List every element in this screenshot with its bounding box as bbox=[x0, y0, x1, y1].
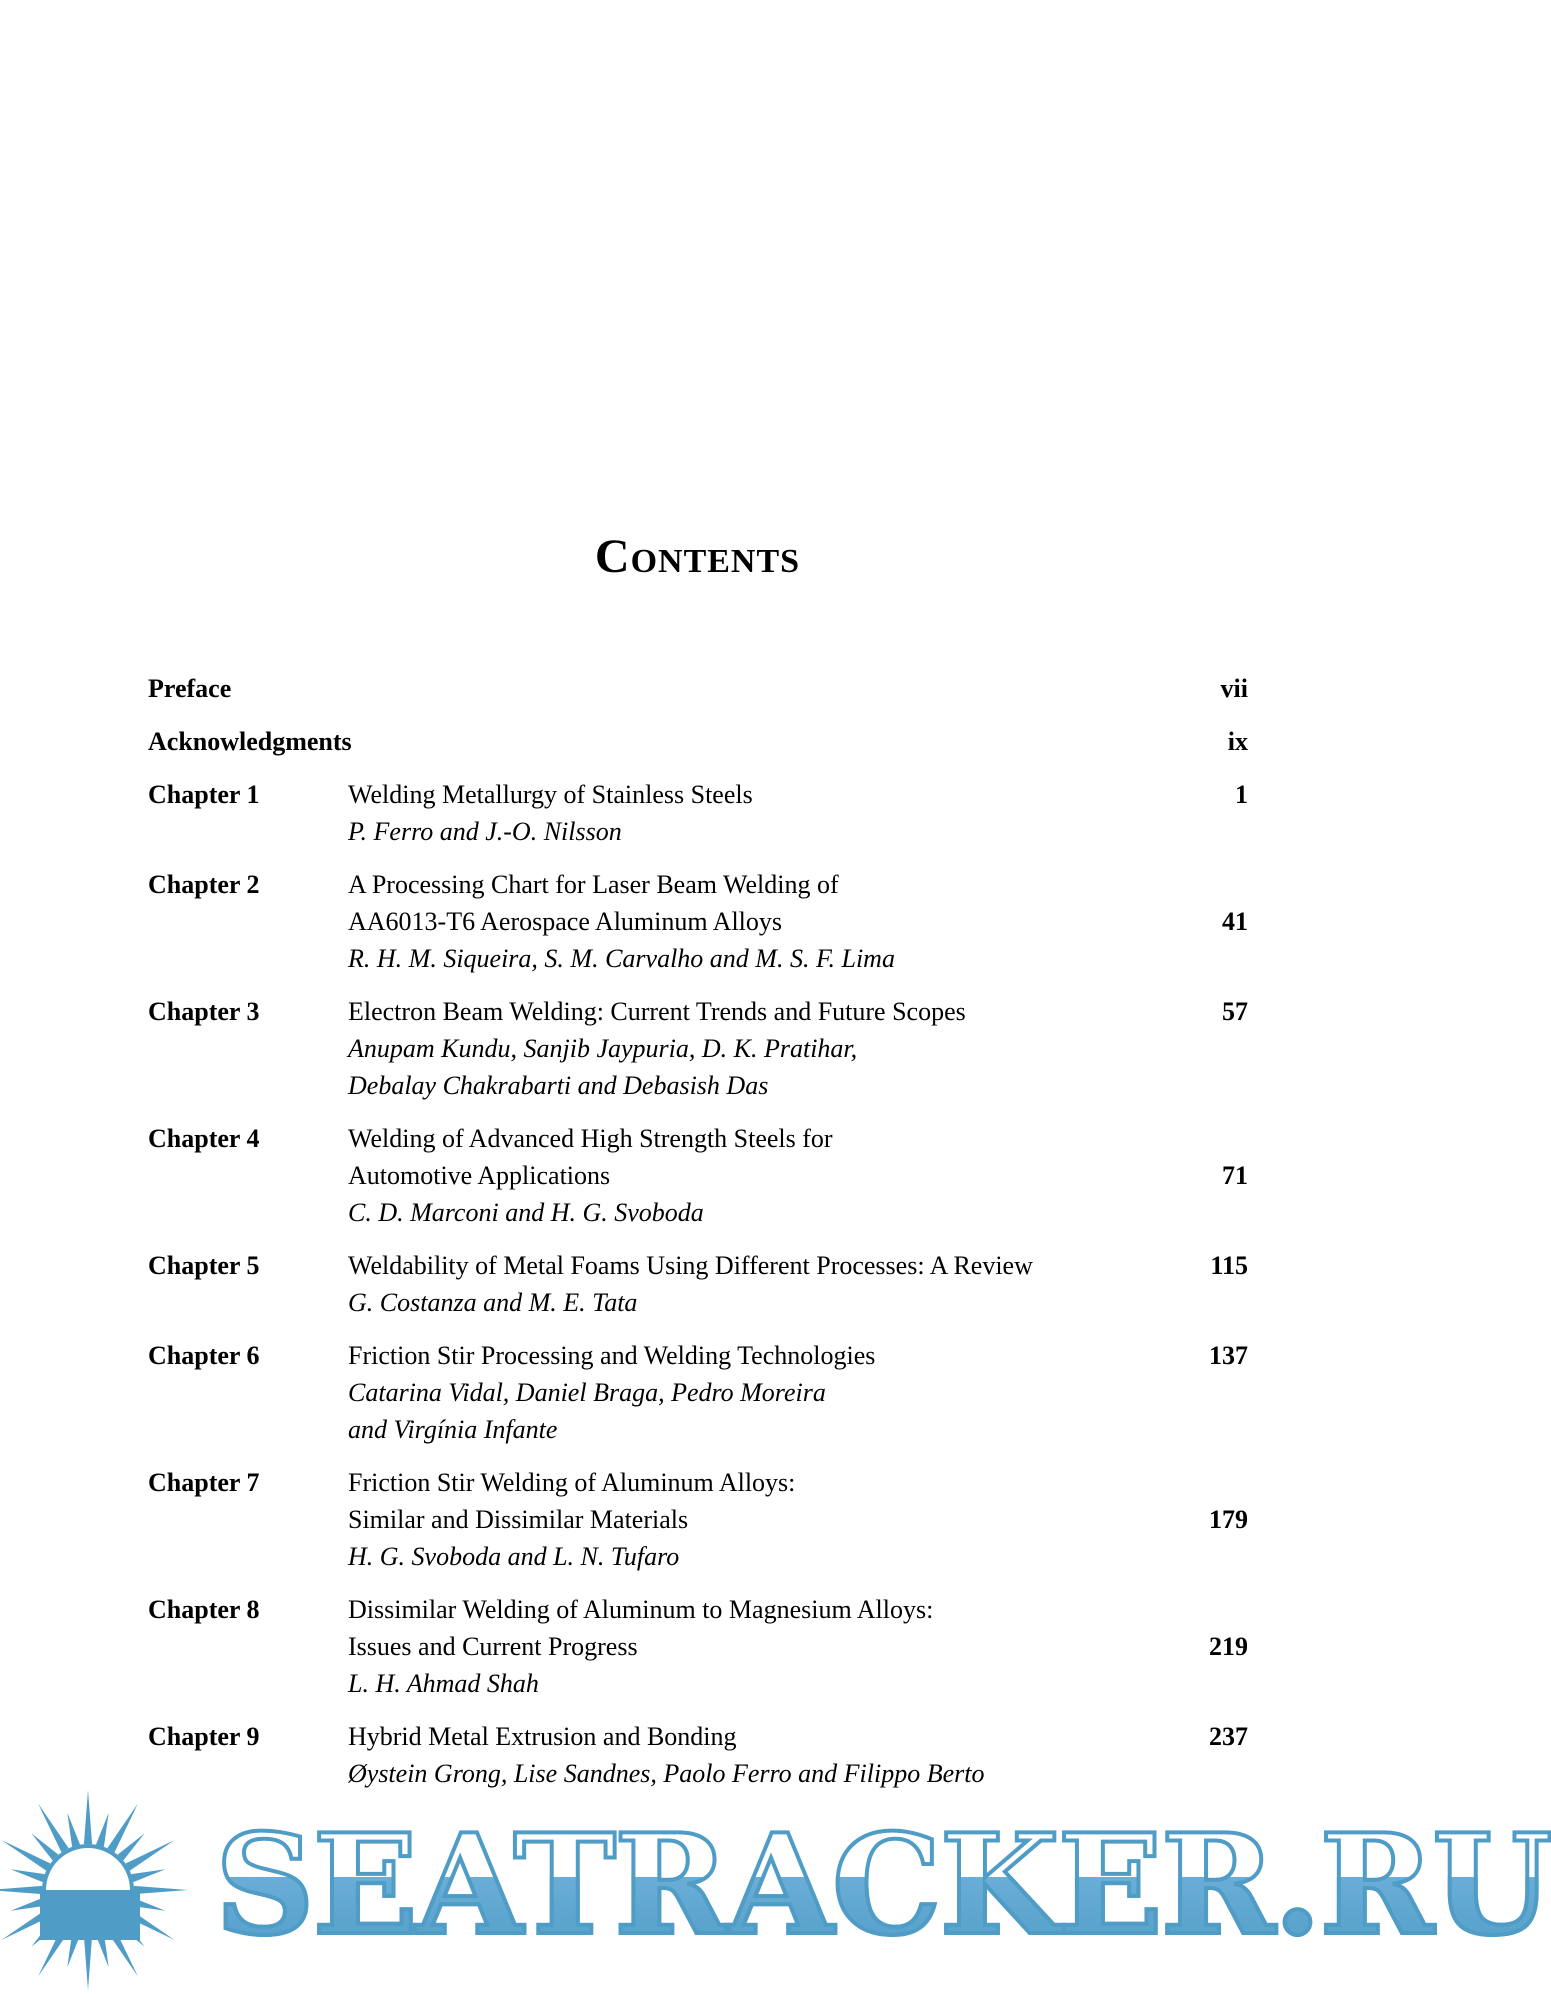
sun-ray bbox=[84, 1936, 92, 1990]
chapter-authors-line: R. H. M. Siqueira, S. M. Carvalho and M. S. F. Lima bbox=[348, 944, 895, 973]
chapter-authors-line: L. H. Ahmad Shah bbox=[348, 1669, 539, 1698]
chapter-title-line: A Processing Chart for Laser Beam Welding of bbox=[348, 870, 839, 899]
chapter-label: Chapter 1 bbox=[148, 780, 260, 809]
chapter-label: Chapter 8 bbox=[148, 1595, 260, 1624]
chapter-authors-line: Øystein Grong, Lise Sandnes, Paolo Ferro and Filippo Berto bbox=[348, 1759, 985, 1788]
chapter-list bbox=[148, 776, 1248, 1792]
front-matter bbox=[148, 670, 1248, 760]
toc-page-number: 1 bbox=[1235, 780, 1248, 809]
sun-ray bbox=[11, 1869, 45, 1882]
chapter-label: Chapter 7 bbox=[148, 1468, 260, 1497]
page-title: Contents bbox=[594, 530, 801, 583]
sun-ray bbox=[67, 1813, 80, 1847]
toc-page-number: 57 bbox=[1222, 997, 1248, 1026]
chapter-authors-line: Catarina Vidal, Daniel Braga, Pedro Moreira bbox=[348, 1378, 826, 1407]
chapter-entry bbox=[348, 993, 1158, 1104]
chapter-authors-line: Anupam Kundu, Sanjib Jaypuria, D. K. Pratihar, bbox=[348, 1034, 858, 1063]
toc-entry-chapter-2[interactable] bbox=[148, 866, 1248, 977]
toc-entry-chapter-8[interactable] bbox=[148, 1591, 1248, 1702]
sun-logo-icon bbox=[0, 1785, 210, 1995]
chapter-entry bbox=[348, 1591, 1158, 1702]
chapter-title-line: Issues and Current Progress bbox=[348, 1632, 638, 1661]
toc-entry-preface[interactable] bbox=[148, 670, 1248, 707]
chapter-label: Chapter 2 bbox=[148, 870, 260, 899]
toc-entry-chapter-4[interactable] bbox=[148, 1120, 1248, 1231]
chapter-entry bbox=[348, 866, 1158, 977]
toc-page-number: 71 bbox=[1222, 1161, 1248, 1190]
watermark-text: SEATRACKER.RU bbox=[215, 1803, 1551, 1966]
toc-entry-chapter-5[interactable] bbox=[148, 1247, 1248, 1321]
chapter-label: Chapter 3 bbox=[148, 997, 260, 1026]
toc-entry-label: Acknowledgments bbox=[148, 727, 352, 756]
sun-ray bbox=[0, 1886, 42, 1894]
toc-page-number: 137 bbox=[1209, 1341, 1248, 1370]
toc-entry-chapter-7[interactable] bbox=[148, 1464, 1248, 1575]
chapter-title-line: Automotive Applications bbox=[348, 1161, 611, 1190]
chapter-label: Chapter 4 bbox=[148, 1124, 260, 1153]
sun-ray bbox=[96, 1813, 109, 1847]
chapter-title-line: Welding of Advanced High Strength Steels for bbox=[348, 1124, 833, 1153]
toc-page-number: 237 bbox=[1209, 1722, 1248, 1751]
chapter-label: Chapter 6 bbox=[148, 1341, 260, 1370]
chapter-title-line: Dissimilar Welding of Aluminum to Magnesium Alloys: bbox=[348, 1595, 934, 1624]
sun-ray bbox=[84, 1790, 92, 1844]
sun-ray bbox=[131, 1869, 165, 1882]
chapter-title-line: Friction Stir Welding of Aluminum Alloys: bbox=[348, 1468, 796, 1497]
toc-page-number: 115 bbox=[1210, 1251, 1248, 1280]
chapter-title-line: AA6013-T6 Aerospace Aluminum Alloys bbox=[348, 907, 783, 936]
toc-page-number: vii bbox=[1220, 674, 1248, 703]
toc-entry-label: Preface bbox=[148, 674, 232, 703]
chapter-entry bbox=[348, 1464, 1158, 1575]
chapter-title-line: Welding Metallurgy of Stainless Steels bbox=[348, 780, 753, 809]
chapter-authors-line: P. Ferro and J.-O. Nilsson bbox=[348, 817, 622, 846]
watermark bbox=[0, 1785, 1551, 1995]
chapter-authors-line: Debalay Chakrabarti and Debasish Das bbox=[348, 1071, 769, 1100]
chapter-entry bbox=[348, 776, 1158, 850]
chapter-title-line: Electron Beam Welding: Current Trends and Future Scopes bbox=[348, 997, 966, 1026]
toc-entry-chapter-9[interactable] bbox=[148, 1718, 1248, 1792]
toc-page-number: 41 bbox=[1222, 907, 1248, 936]
chapter-label: Chapter 9 bbox=[148, 1722, 260, 1751]
chapter-entry bbox=[348, 1247, 1158, 1321]
chapter-entry bbox=[348, 1718, 1158, 1792]
toc-page-number: ix bbox=[1227, 727, 1248, 756]
toc-page-number: 219 bbox=[1209, 1632, 1248, 1661]
chapter-title-line: Hybrid Metal Extrusion and Bonding bbox=[348, 1722, 737, 1751]
sun-ray bbox=[11, 1898, 45, 1911]
sun-ray bbox=[134, 1886, 188, 1894]
chapter-authors-line: H. G. Svoboda and L. N. Tufaro bbox=[348, 1542, 680, 1571]
chapter-entry bbox=[348, 1120, 1158, 1231]
toc-entry-chapter-3[interactable] bbox=[148, 993, 1248, 1104]
chapter-authors-line: G. Costanza and M. E. Tata bbox=[348, 1288, 638, 1317]
toc-entry-chapter-1[interactable] bbox=[148, 776, 1248, 850]
chapter-title-line: Weldability of Metal Foams Using Different Processes: A Review bbox=[348, 1251, 1033, 1280]
toc-entry-chapter-6[interactable] bbox=[148, 1337, 1248, 1448]
chapter-title-line: Friction Stir Processing and Welding Technologies bbox=[348, 1341, 876, 1370]
chapter-title-line: Similar and Dissimilar Materials bbox=[348, 1505, 689, 1534]
chapter-authors-line: and Virgínia Infante bbox=[348, 1415, 558, 1444]
toc-page-number: 179 bbox=[1209, 1505, 1248, 1534]
table-of-contents bbox=[148, 670, 1248, 1808]
chapter-label: Chapter 5 bbox=[148, 1251, 260, 1280]
toc-entry-acknowledgments[interactable] bbox=[148, 723, 1248, 760]
chapter-entry bbox=[348, 1337, 1158, 1448]
chapter-authors-line: C. D. Marconi and H. G. Svoboda bbox=[348, 1198, 704, 1227]
